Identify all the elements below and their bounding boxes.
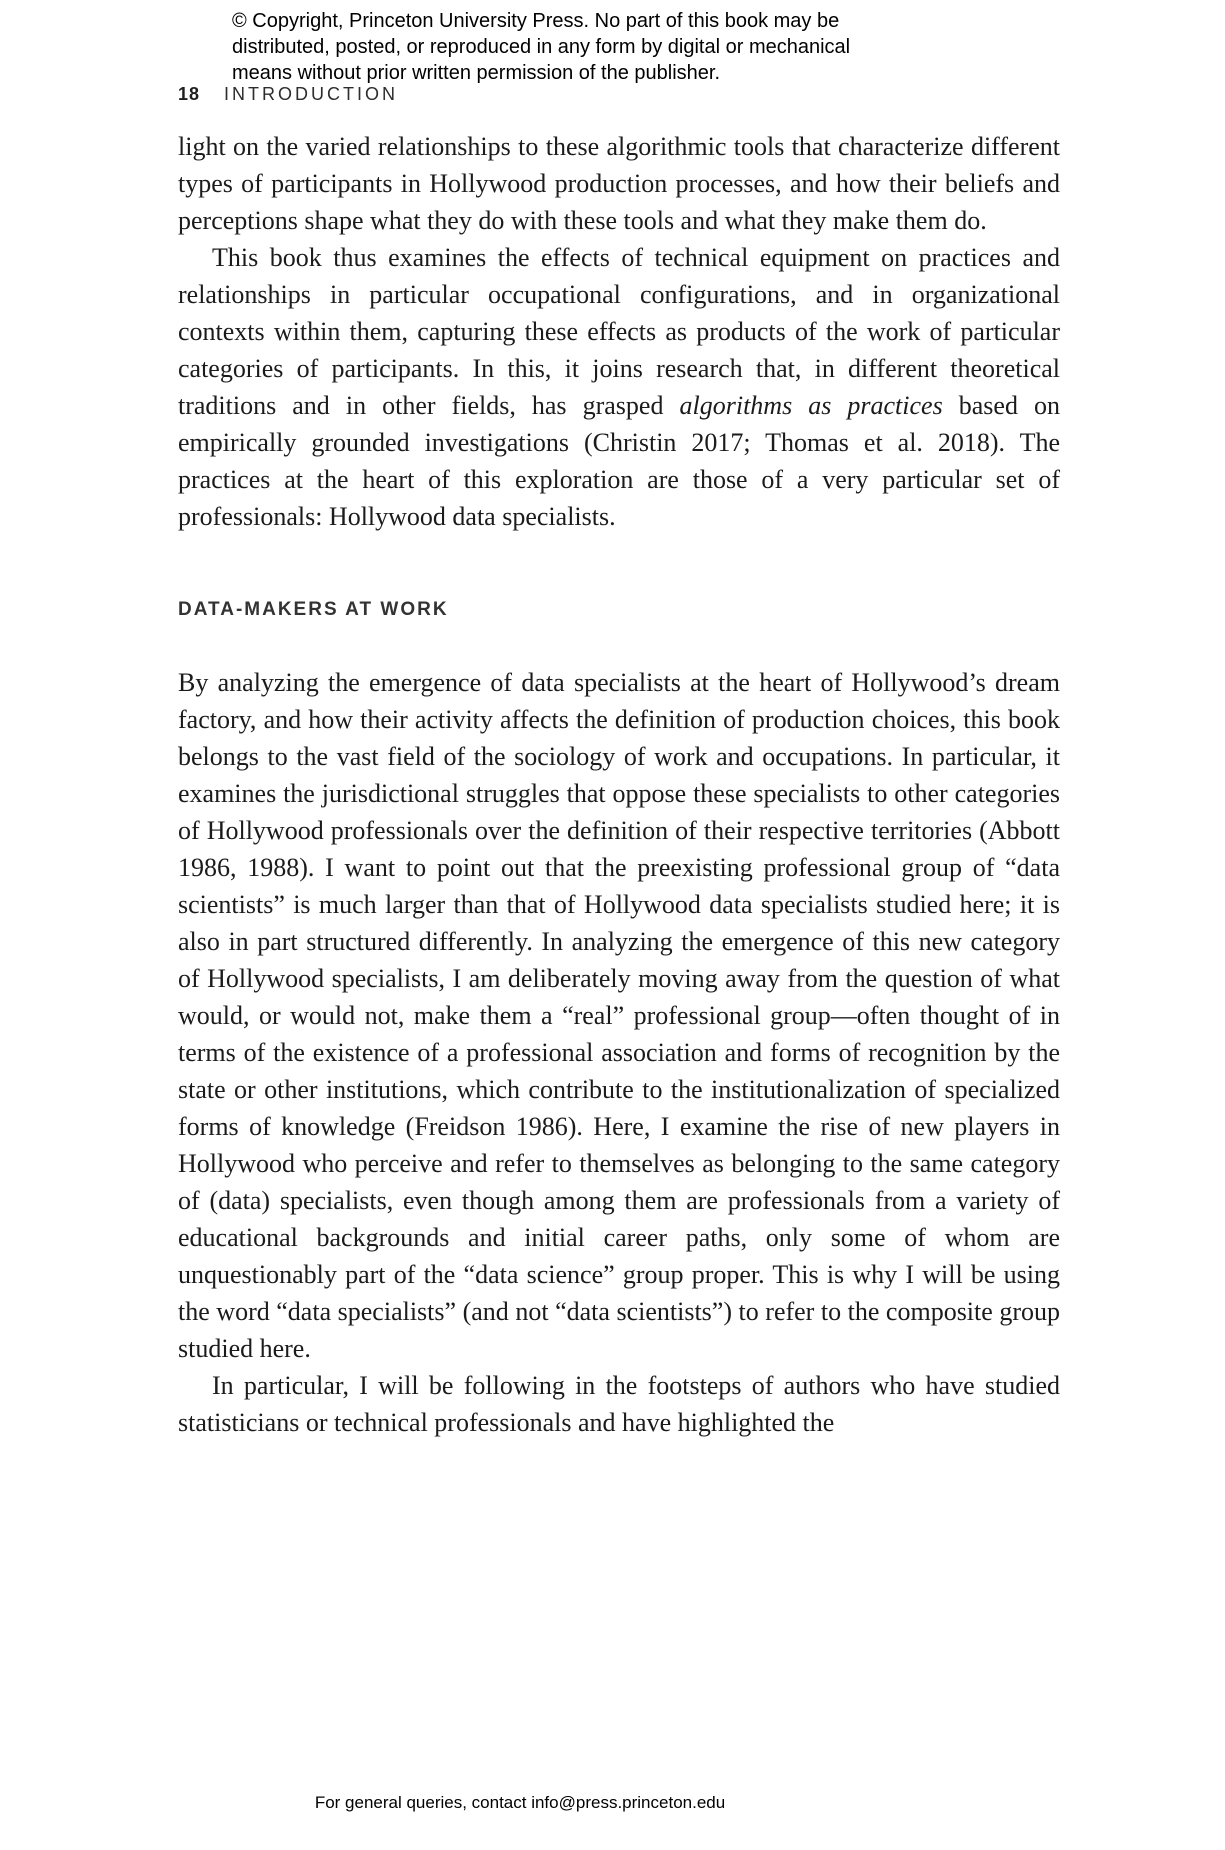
chapter-title: INTRODUCTION (224, 84, 399, 104)
italic-phrase: algorithms as practices (679, 391, 943, 420)
paragraph-4: In particular, I will be following in the footsteps of authors who have studied statisticians or technical professionals and have highlighted the (178, 1371, 1060, 1437)
copyright-line-2: distributed, posted, or reproduced in any form by digital or mechanical (232, 36, 851, 58)
paragraph-3: By analyzing the emergence of data specialists at the heart of Hollywood’s dream factory, and how their activity affects the definition of production choices, this book belongs to the vast field of the sociology of work and occupations. In particular, it examines the jurisdictional struggles that oppose these specialists to other categories of Hollywood professionals over the definition of their respective territories (Abbott 1986, 1988). I want to point out that the preexisting professional group of “data scientists” is much larger than that of Hollywood data specialists studied here; it is also in part structured differently. In analyzing the emergence of this new category of Hollywood specialists, I am deliberately moving away from the question of what would, or would not, make them a “real” professional group—often thought of in terms of the existence of a professional association and forms of recognition by the state or other institutions, which contribute to the institutionalization of specialized forms of knowledge (Freidson 1986). Here, I examine the rise of new players in Hollywood who perceive and refer to themselves as belonging to the same category of (data) specialists, even though among them are professionals from a variety of educational backgrounds and initial career paths, only some of whom are unquestionably part of the “data science” group proper. This is why I will be using the word “data specialists” (and not “data scientists”) to refer to the composite group studied here. (178, 668, 1060, 1363)
body-text (178, 128, 1060, 1441)
page-number: 18 (178, 84, 201, 104)
paragraph-2-text-before: This book thus examines the effects of technical equipment on practices and relationships in particular occupational configurations, and in organizational contexts within them, capturing these effects as products of the work of particular categories of participants. In this, it joins research that, in different theoretical traditions and in other fields, has grasped (178, 243, 1060, 420)
section-heading: DATA-MAKERS AT WORK (178, 599, 449, 620)
copyright-notice (232, 8, 850, 86)
copyright-line-1: © Copyright, Princeton University Press. No part of this book may be (232, 10, 840, 32)
paragraph-2-text-after: based on empirically grounded investigations (Christin 2017; Thomas et al. 2018). The practices at the heart of this exploration are those of a very particular set of professionals: Hollywood data specialists. (178, 391, 1060, 531)
running-head (178, 84, 398, 105)
paragraph-2 (178, 239, 1060, 535)
paragraph-1: light on the varied relationships to these algorithmic tools that characterize different types of participants in Hollywood production processes, and how their beliefs and perceptions shape what they do with these tools and what they make them do. (178, 132, 1060, 235)
footer-contact-line: For general queries, contact info@press.princeton.edu (314, 1793, 726, 1812)
copyright-line-3: means without prior written permission of the publisher. (232, 62, 721, 84)
